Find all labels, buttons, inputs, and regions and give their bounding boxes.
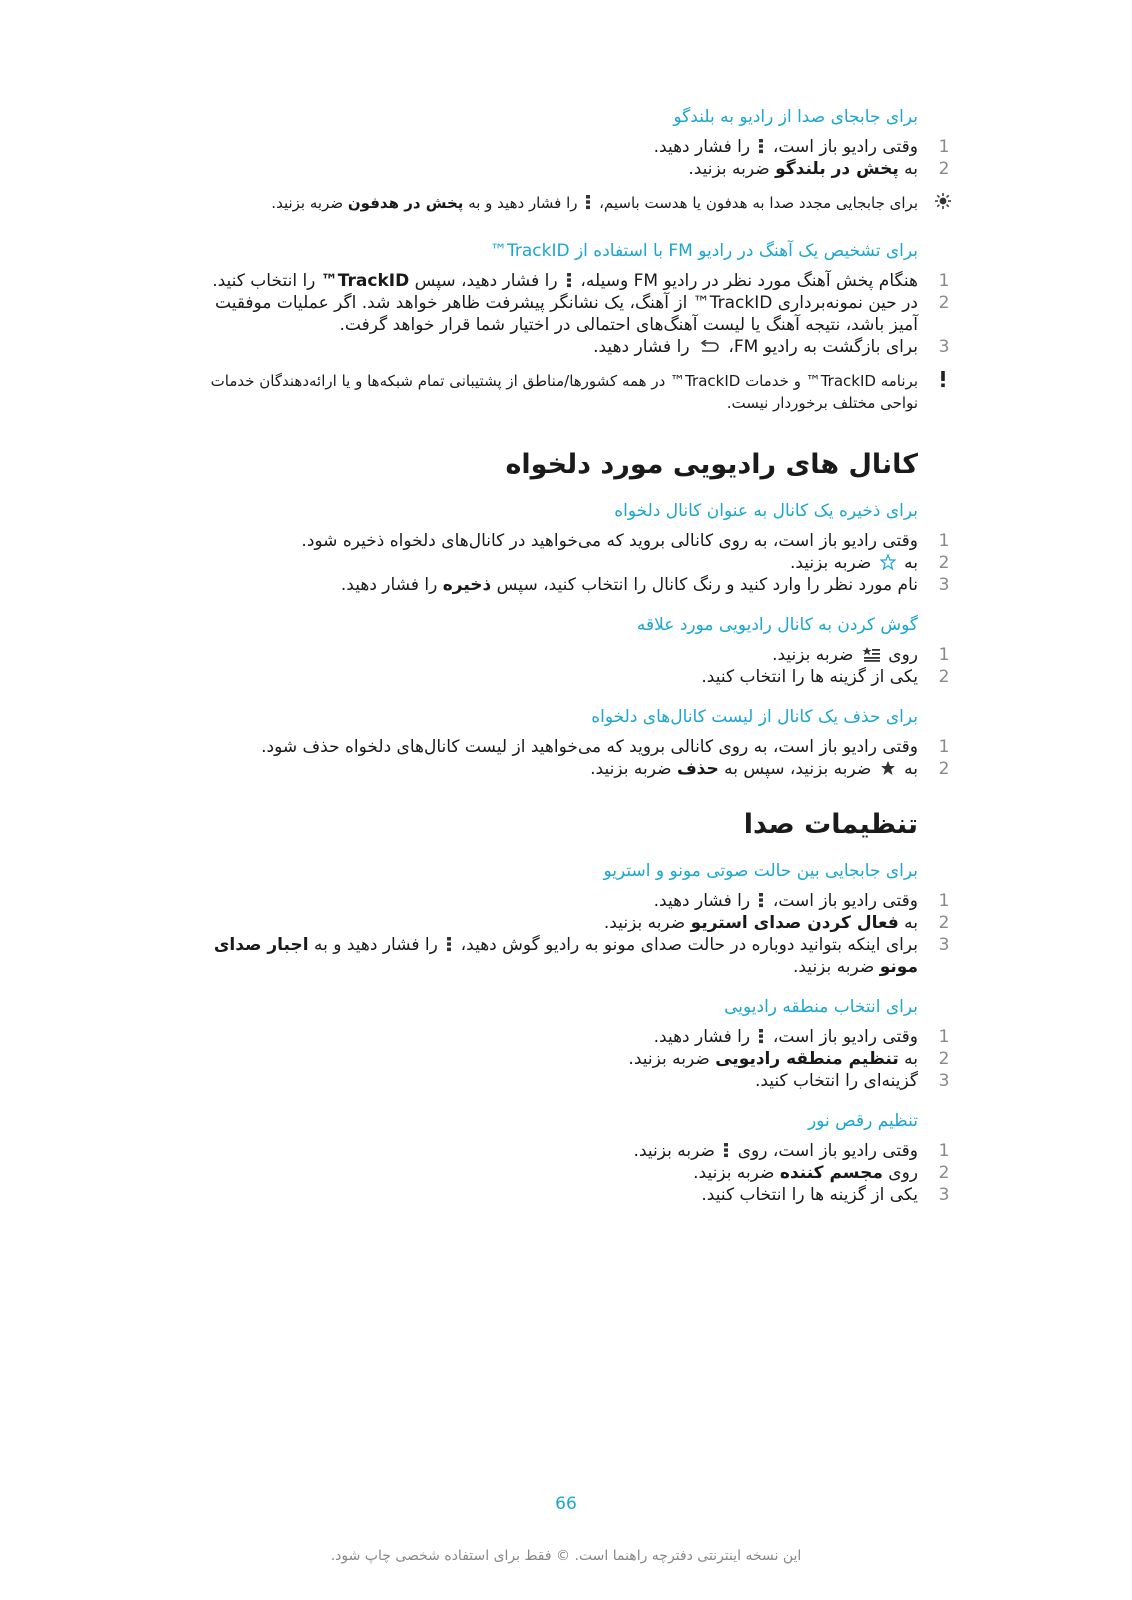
step: 1 وقتی رادیو باز است، روی ضربه بزنید. bbox=[186, 1140, 918, 1162]
menu-icon bbox=[566, 272, 572, 288]
section-title-mono-stereo: برای جابجایی بین حالت صوتی مونو و استریو bbox=[603, 861, 918, 881]
step: 1 وقتی رادیو باز است، به روی کانالی بروید که می‌خواهید در کانال‌های دلخواه ذخیره شود. bbox=[186, 530, 918, 552]
step-number: 3 bbox=[938, 1185, 950, 1205]
menu-icon bbox=[758, 892, 764, 908]
step: 2 روی مجسم کننده ضربه بزنید. bbox=[186, 1162, 918, 1184]
step: 2 به ضربه بزنید، سپس به حذف ضربه بزنید. bbox=[186, 758, 918, 780]
menu-icon bbox=[446, 936, 452, 952]
step-number: 3 bbox=[938, 575, 950, 595]
step-number: 1 bbox=[938, 1027, 950, 1047]
section-title-delete-favorite: برای حذف یک کانال از لیست کانال‌های دلخواه bbox=[591, 707, 918, 727]
menu-icon bbox=[585, 194, 591, 210]
step: 3 یکی از گزینه ها را انتخاب کنید. bbox=[186, 1184, 918, 1206]
step-number: 1 bbox=[938, 891, 950, 911]
step: 1 وقتی رادیو باز است، را فشار دهید. bbox=[186, 136, 918, 158]
step-number: 1 bbox=[938, 137, 950, 157]
tip-note: برای جابجایی مجدد صدا به هدفون یا هدست باسیم، را فشار دهید و به پخش در هدفون ضربه بزنید. bbox=[186, 192, 918, 214]
step: 1 وقتی رادیو باز است، را فشار دهید. bbox=[186, 890, 918, 912]
step: 2 به پخش در بلندگو ضربه بزنید. bbox=[186, 158, 918, 180]
menu-icon bbox=[758, 138, 764, 154]
step-number: 2 bbox=[938, 759, 950, 779]
section-title-save-favorite: برای ذخیره یک کانال به عنوان کانال دلخواه bbox=[614, 501, 918, 521]
step: 3 نام مورد نظر را وارد کنید و رنگ کانال را انتخاب کنید، سپس ذخیره را فشار دهید. bbox=[186, 574, 918, 596]
step-number: 1 bbox=[938, 737, 950, 757]
step-number: 1 bbox=[938, 645, 950, 665]
step-number: 3 bbox=[938, 1071, 950, 1091]
step: 1 وقتی رادیو باز است، به روی کانالی بروید که می‌خواهید از لیست کانال‌های دلخواه حذف شود. bbox=[186, 736, 918, 758]
menu-icon bbox=[758, 1028, 764, 1044]
step-number: 2 bbox=[938, 159, 950, 179]
section-title-visualizer: تنظیم رقص نور bbox=[808, 1111, 918, 1131]
step-number: 1 bbox=[938, 271, 950, 291]
step-number: 1 bbox=[938, 1141, 950, 1161]
step: 3 برای بازگشت به رادیو FM، را فشار دهید. bbox=[186, 336, 918, 358]
favorites-list-icon bbox=[862, 646, 880, 662]
step-number: 2 bbox=[938, 667, 950, 687]
section-title-radio-region: برای انتخاب منطقه رادیویی bbox=[724, 997, 918, 1017]
exclamation-icon bbox=[932, 370, 954, 394]
star-filled-icon bbox=[880, 760, 896, 776]
section-title-trackid: برای تشخیص یک آهنگ در رادیو FM با استفاده از TrackID™ bbox=[489, 241, 918, 261]
star-outline-icon bbox=[880, 554, 896, 570]
step-number: 3 bbox=[938, 337, 950, 357]
step-number: 2 bbox=[938, 1049, 950, 1069]
step: 2 در حین نمونه‌برداری TrackID™ از آهنگ، یک نشانگر پیشرفت ظاهر خواهد شد. اگر عملیات موفقیت آمیز باشد، نتیجه آهنگ یا لیست آهنگ‌های احتمالی در اختیار شما قرار خواهد گرفت. bbox=[186, 292, 918, 336]
section-title-speaker: برای جابجای صدا از رادیو به بلندگو bbox=[673, 107, 918, 127]
heading-favorites: کانال های رادیویی مورد دلخواه bbox=[505, 449, 918, 480]
step: 1 روی ضربه بزنید. bbox=[186, 644, 918, 666]
menu-icon bbox=[723, 1142, 729, 1158]
step: 2 به ضربه بزنید. bbox=[186, 552, 918, 574]
heading-sound-settings: تنظیمات صدا bbox=[743, 809, 918, 840]
step: 3 برای اینکه بتوانید دوباره در حالت صدای مونو به رادیو گوش دهید، را فشار دهید و به اجبار صدای مونو ضربه بزنید. bbox=[186, 934, 918, 978]
page-content bbox=[186, 100, 950, 1206]
step-number: 3 bbox=[938, 935, 950, 955]
section-title-listen-favorite: گوش کردن به کانال رادیویی مورد علاقه bbox=[636, 615, 918, 635]
page-number: 66 bbox=[555, 1494, 577, 1514]
back-icon bbox=[698, 340, 720, 354]
step: 3 گزینه‌ای را انتخاب کنید. bbox=[186, 1070, 918, 1092]
step-number: 2 bbox=[938, 1163, 950, 1183]
step-number: 2 bbox=[938, 553, 950, 573]
lightbulb-icon bbox=[932, 192, 954, 216]
step-number: 1 bbox=[938, 531, 950, 551]
step-number: 2 bbox=[938, 913, 950, 933]
step: 2 به فعال کردن صدای استریو ضربه بزنید. bbox=[186, 912, 918, 934]
step: 2 یکی از گزینه ها را انتخاب کنید. bbox=[186, 666, 918, 688]
footer-disclaimer: این نسخه اینترنتی دفترچه راهنما است. © فقط برای استفاده شخصی چاپ شود. bbox=[330, 1548, 802, 1564]
step: 1 هنگام پخش آهنگ مورد نظر در رادیو FM وسیله، را فشار دهید، سپس TrackID™ را انتخاب کنید. bbox=[186, 270, 918, 292]
warning-note: برنامه TrackID™ و خدمات TrackID™ در همه کشورها/مناطق از پشتیبانی تمام شبکه‌ها و یا ارائه‌دهندگان خدمات نواحی مختلف برخوردار نیست. bbox=[186, 370, 918, 414]
step: 1 وقتی رادیو باز است، را فشار دهید. bbox=[186, 1026, 918, 1048]
step: 2 به تنظیم منطقه رادیویی ضربه بزنید. bbox=[186, 1048, 918, 1070]
step-number: 2 bbox=[938, 293, 950, 313]
